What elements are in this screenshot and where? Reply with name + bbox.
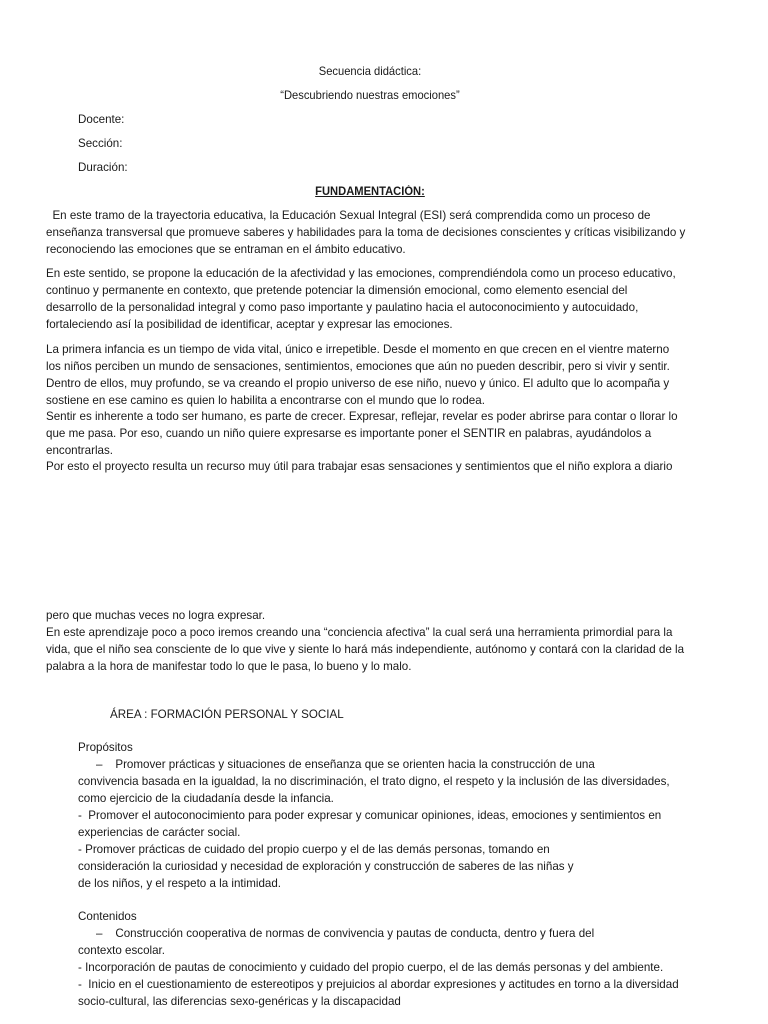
proposito-line: convivencia basada en la igualdad, la no discriminación, el trato digno, el respeto y la inclusión de las diversidades, [78,775,670,788]
proposito-line: - Promover prácticas de cuidado del propio cuerpo y el de las demás personas, tomando en [78,843,550,856]
paragraph-line: sostiene en ese camino es quien lo habilita a encontrarse con el mundo que lo rodea. [46,394,485,407]
paragraph-line: La primera infancia es un tiempo de vida vital, único e irrepetible. Desde el momento en que crecen en el vientre materno [46,343,670,356]
paragraph-line: Sentir es inherente a todo ser humano, es parte de crecer. Expresar, reflejar, revelar es poder abrirse para contar o llorar lo [46,410,678,423]
document-subtitle: “Descubriendo nuestras emociones” [280,89,460,102]
paragraph-line: palabra a la hora de manifestar todo lo que le pasa, lo bueno y lo malo. [46,660,412,673]
paragraph-line: enseñanza transversal que promueve saberes y habilidades para la toma de decisiones conscientes y críticas visibilizando y [46,226,686,239]
proposito-line: consideración la curiosidad y necesidad de exploración y construcción de saberes de las niñas y [78,860,574,873]
paragraph-line: encontrarlas. [46,444,114,457]
paragraph-line: En este aprendizaje poco a poco iremos creando una “conciencia afectiva” la cual será una herramienta primordial para la [46,626,673,639]
paragraph-line: que me pasa. Por eso, cuando un niño quiere expresarse es importante poner el SENTIR en palabras, ayudándolos a [46,427,652,440]
proposito-line: de los niños, y el respeto a la intimidad. [78,877,282,890]
docente-label: Docente: [78,113,125,126]
seccion-label: Sección: [78,137,123,150]
propositos-heading: Propósitos [78,741,133,754]
paragraph-line: En este sentido, se propone la educación de la afectividad y las emociones, comprendiéndola como un proceso educativo, [46,267,676,280]
contenido-line: - Incorporación de pautas de conocimiento y cuidado del propio cuerpo, el de las demás personas y del ambiente. [78,961,664,974]
paragraph-line: continuo y permanente en contexto, que pretende potenciar la dimensión emocional, como elemento esencial del [46,284,628,297]
paragraph-line: reconociendo las emociones que se entraman en el ámbito educativo. [46,243,406,256]
paragraph-line: En este tramo de la trayectoria educativa, la Educación Sexual Integral (ESI) será comprendida como un proceso de [46,209,651,222]
paragraph-line: vida, que el niño sea consciente de lo que vive y siente lo hará más independiente, autónomo y contará con la claridad de la [46,643,685,656]
contenido-line: - Inicio en el cuestionamiento de estereotipos y prejuicios al abordar expresiones y actitudes en torno a la diversidad [78,978,679,991]
paragraph-line: desarrollo de la personalidad integral y como paso importante y paulatino hacia el autoconocimiento y autocuidado, [46,301,639,314]
paragraph-line: pero que muchas veces no logra expresar. [46,609,266,622]
area-heading: ÁREA : FORMACIÓN PERSONAL Y SOCIAL [110,708,344,721]
contenido-line: – Construcción cooperativa de normas de convivencia y pautas de conducta, dentro y fuera del [96,927,595,940]
paragraph-line: fortaleciendo así la posibilidad de identificar, aceptar y expresar las emociones. [46,318,453,331]
proposito-line: - Promover el autoconocimiento para poder expresar y comunicar opiniones, ideas, emociones y sentimientos en [78,809,662,822]
proposito-line: como ejercicio de la ciudadanía desde la infancia. [78,792,334,805]
contenido-line: socio-cultural, las diferencias sexo-genéricas y la discapacidad [78,995,401,1008]
proposito-line: – Promover prácticas y situaciones de enseñanza que se orienten hacia la construcción de una [96,758,595,771]
contenido-line: contexto escolar. [78,944,166,957]
paragraph-line: Por esto el proyecto resulta un recurso muy útil para trabajar esas sensaciones y sentimientos que el niño explora a diario [46,460,673,473]
proposito-line: experiencias de carácter social. [78,826,241,839]
paragraph-line: Dentro de ellos, muy profundo, se va creando el propio universo de ese niño, nuevo y único. El adulto que lo acompaña y [46,377,670,390]
document-title: Secuencia didáctica: [318,65,422,78]
fundamentacion-heading: FUNDAMENTACIÓN: [315,185,425,198]
contenidos-heading: Contenidos [78,910,137,923]
duracion-label: Duración: [78,161,128,174]
paragraph-line: los niños perciben un mundo de sensaciones, sentimientos, emociones que aún no pueden describir, pero si vivir y sentir. [46,360,670,373]
